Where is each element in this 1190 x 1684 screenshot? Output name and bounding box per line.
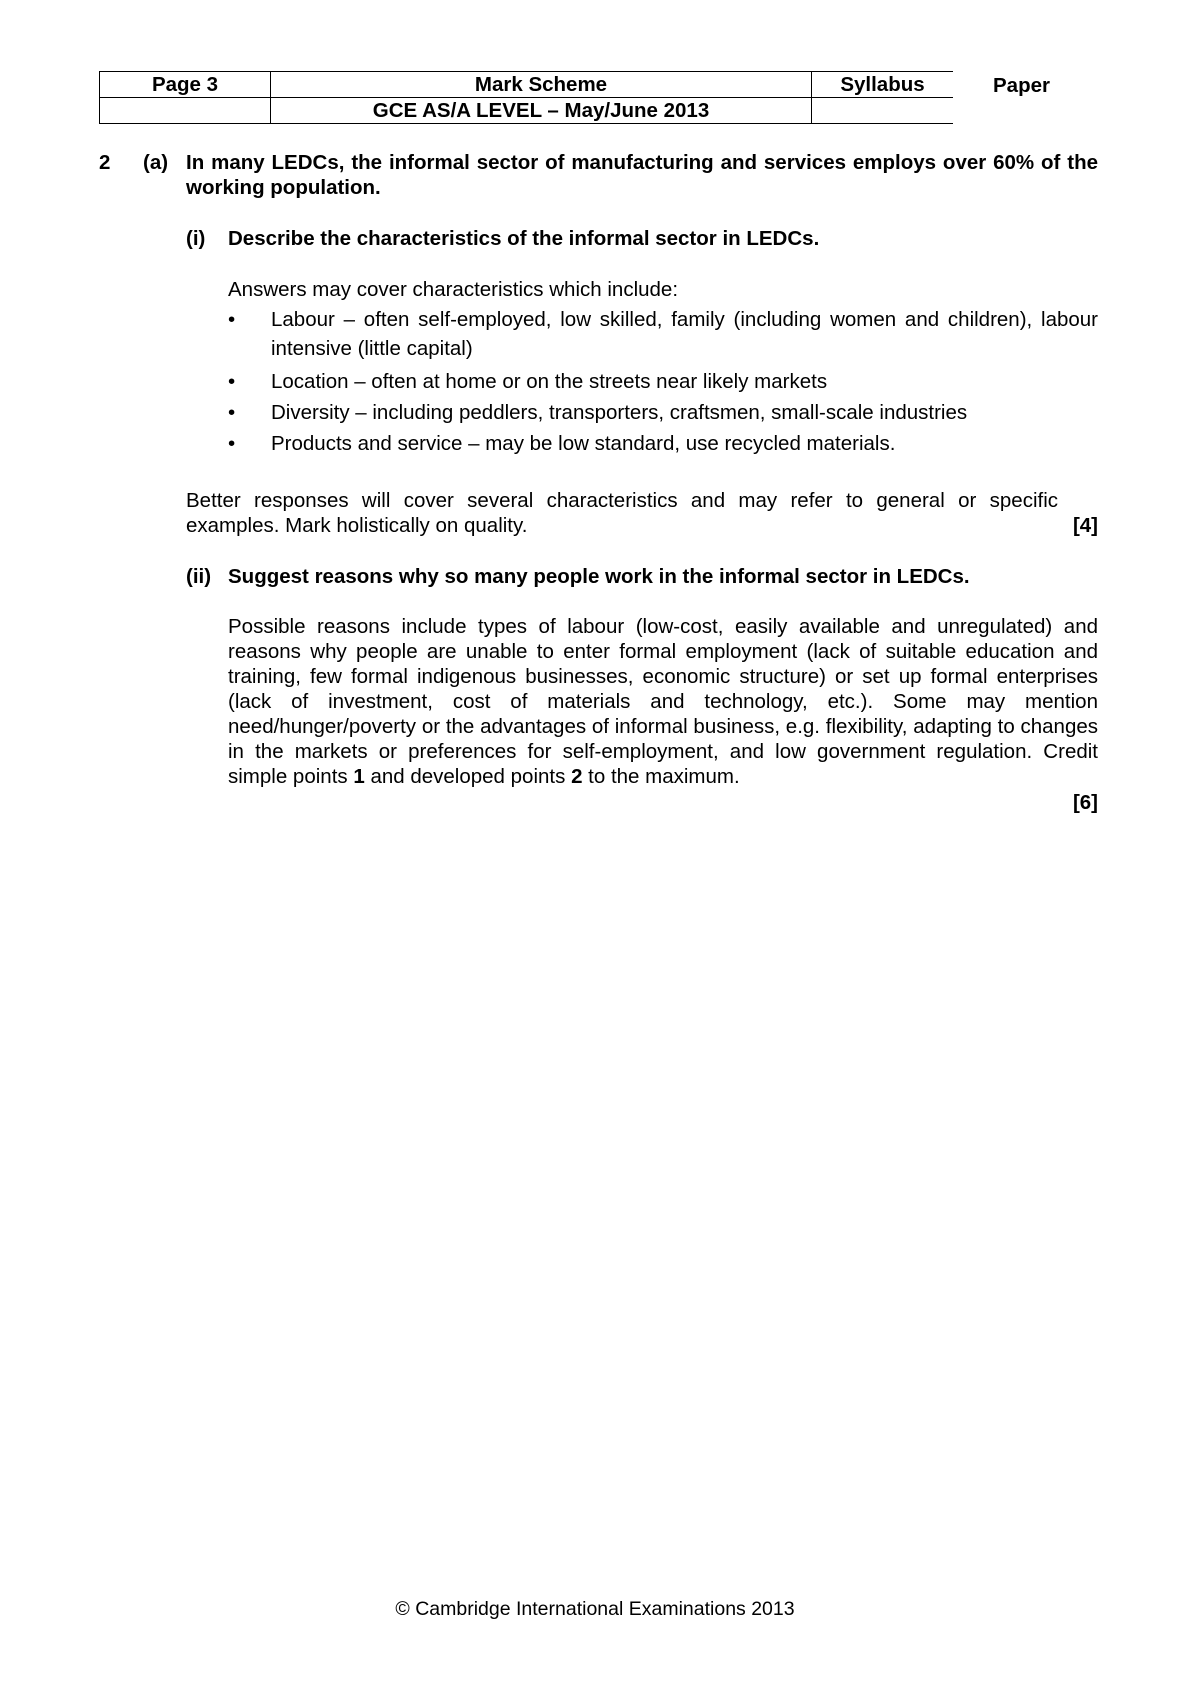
sub-ii-label: (ii): [186, 565, 212, 588]
syllabus-heading: Syllabus: [812, 72, 954, 98]
sub-i-label: (i): [186, 227, 206, 250]
copyright-footer: © Cambridge International Examinations 2013: [395, 1598, 795, 1620]
sub-i-marks: [4]: [1072, 514, 1098, 537]
header-table: [99, 71, 953, 124]
list-item: • Labour – often self-employed, low skilled, family (including women and children), labour intensive (little capital): [228, 305, 1098, 363]
sub-i-prompt: Describe the characteristics of the informal sector in LEDCs.: [228, 227, 820, 250]
sub-i-answer: [228, 277, 1098, 462]
question-stem: In many LEDCs, the informal sector of manufacturing and services employs over 60% of the working population.: [186, 151, 1098, 199]
sub-i-guidance-block: [186, 488, 1098, 538]
list-item: • Products and service – may be low standard, use recycled materials.: [228, 432, 896, 455]
bullet-icon: •: [228, 432, 236, 455]
developed-points-value: 2: [571, 765, 583, 788]
simple-points-value: 1: [353, 765, 365, 788]
paper-heading: Paper: [993, 74, 1050, 97]
list-item: • Location – often at home or on the streets near likely markets: [228, 370, 828, 393]
sub-ii-answer: Possible reasons include types of labour (low-cost, easily available and unregulated) and reasons why people are unable to enter formal employment (lack of suitable education and training, few formal indigenous businesses, economic structure) or set up formal enterprises (lack of investment, cost of materials and technology, etc.). Some may mention need/hunger/poverty or the advantages of informal business, e.g. flexibility, adapting to changes in the markets or preferences for self-employment, and low government regulation. Credit simple points 1 and developed points 2 to the maximum.: [228, 615, 1098, 788]
bullet-icon: •: [228, 308, 236, 331]
bullet-icon: •: [228, 370, 236, 393]
characteristics-list: [228, 305, 1098, 456]
sub-ii-marks: [6]: [1072, 791, 1098, 814]
question-part-label: (a): [143, 151, 169, 174]
mark-scheme-heading: Mark Scheme: [271, 72, 812, 98]
bullet-icon: •: [228, 401, 236, 424]
exam-session: GCE AS/A LEVEL – May/June 2013: [271, 98, 812, 124]
list-item: • Diversity – including peddlers, transporters, craftsmen, small-scale industries: [228, 401, 968, 424]
page-blank-cell: [100, 98, 271, 124]
question-number: 2: [99, 151, 111, 174]
sub-i-guidance: Better responses will cover several characteristics and may refer to general or specific examples. Mark holistically on quality.: [186, 489, 1058, 537]
sub-i-intro: Answers may cover characteristics which include:: [228, 278, 679, 301]
sub-ii-prompt: Suggest reasons why so many people work in the informal sector in LEDCs.: [228, 565, 970, 588]
page-number: Page 3: [100, 72, 271, 98]
syllabus-blank-cell: [812, 98, 954, 124]
